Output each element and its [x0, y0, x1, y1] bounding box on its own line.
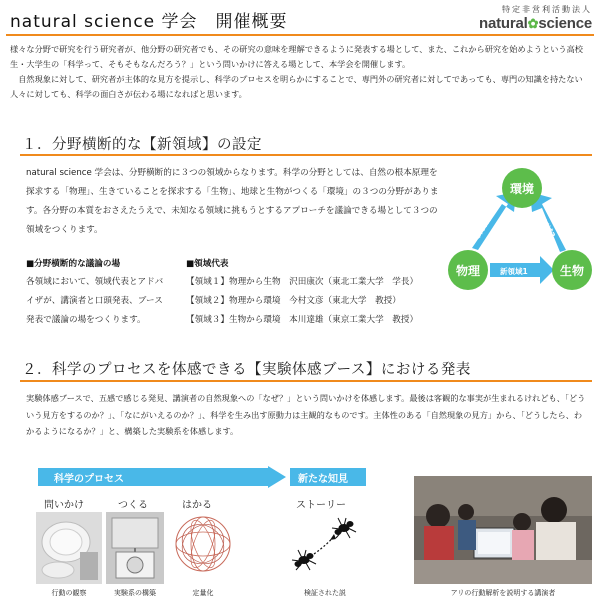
- discussion-text: 各領域において、領域代表とアドバイザが、講演者と口頭発表、ブース発表で議論の場をつくります。: [26, 277, 164, 325]
- intro-paragraph-2: 自然現象に対して、研究者が主体的な見方を提示し、科学のプロセスを明らかにすることで、専門外の研究者に対してであっても、専門の知識を持たない人々に対しても、科学の面白さが伝わる場になればと思います。: [10, 74, 583, 99]
- discussion-heading: ■分野横断的な議論の場: [26, 259, 121, 269]
- representative-row: 【領域１】物理から生物 沢田康次（東北工業大学 学長）: [186, 277, 419, 287]
- page-header: [0, 0, 600, 40]
- section2-body: 実験体感ブースで、五感で感じる発見、講演者の自然現象への「なぜ？」という問いかけを体感します。最後は客観的な事実が生まれるけれども、「どういう見方をするのか？」、「なにがいえるのか？」、科学を生み出す原動力は主観的なものです。主体性のある「自然現象の見方」から、「どうしたら、わかるようになるか？」と、構築した実験系を体感します。: [26, 393, 586, 436]
- org-subtitle: 特定非営利活動法人: [502, 5, 592, 14]
- intro-paragraph-1: 様々な分野で研究を行う研究者が、他分野の研究者でも、その研究の意味を理解できるように発表する場として、また、これから研究を始めようという高校生・大学生の「科学って、そもそもなんだろう？」という問いかけに答える場として、本学会を開催します。: [10, 44, 583, 69]
- build-photo: [106, 512, 164, 584]
- domain-diagram: [444, 168, 594, 298]
- step-story: ストーリー: [296, 500, 346, 511]
- knowledge-label: 新たな知見: [298, 474, 348, 485]
- step-build: つくる: [118, 500, 148, 511]
- org-logo-block: [479, 4, 592, 32]
- caption-lecture: アリの行動解析を説明する講演者: [450, 589, 556, 597]
- caption-story: 検証された説: [304, 589, 346, 597]
- section1-title: １．分野横断的な【新領域】の設定: [22, 137, 262, 153]
- title-overview: 開催概要: [215, 12, 288, 32]
- section2-divider: [20, 380, 592, 382]
- process-label: 科学のプロセス: [54, 474, 124, 485]
- build-illustration: [106, 512, 164, 584]
- org-logo: [479, 15, 592, 32]
- edge-label-1: 新領域1: [500, 267, 528, 276]
- leaf-icon: ✿: [527, 16, 539, 31]
- document-title: [10, 7, 288, 32]
- observation-photo: [36, 512, 102, 584]
- lecture-illustration: [414, 476, 592, 584]
- edge-label-3: 新領域3: [534, 211, 558, 240]
- header-divider: [6, 34, 594, 36]
- step-question: 問いかけ: [44, 500, 84, 511]
- caption-observation: 行動の観察: [51, 589, 87, 597]
- step-measure: はかる: [182, 500, 212, 511]
- wire-ball-illustration: [174, 512, 232, 576]
- section2-title: ２．科学のプロセスを体感できる【実験体感ブース】における発表: [22, 362, 471, 378]
- logo-natural: natural: [479, 15, 528, 32]
- representative-row: 【領域２】物理から環境 今村文彦（東北大学 教授）: [186, 296, 401, 306]
- ants-illustration: [288, 514, 362, 580]
- lecture-photo: [414, 476, 592, 584]
- title-society: natural science 学会: [10, 12, 198, 32]
- discussion-block: [26, 256, 166, 330]
- section1-divider: [20, 154, 592, 156]
- node-biology: 生物: [552, 250, 592, 290]
- observation-illustration: [36, 512, 102, 584]
- logo-science: science: [538, 15, 592, 32]
- edge-label-2: 新領域2: [472, 211, 496, 240]
- representatives-heading: ■領域代表: [186, 259, 229, 269]
- ants-icon: [288, 514, 362, 580]
- caption-measure: 定量化: [192, 589, 214, 597]
- caption-build: 実験系の構築: [114, 589, 156, 597]
- node-physics: 物理: [448, 250, 488, 290]
- section1-body: natural science 学会は、分野横断的に３つの領域からなります。科学の分野としては、自然の根本原理を探求する「物理」、生きていることを探求する「生物」、地球と生物がつくる「環境」の３つの分野があります。各分野の本質をおさえたうえで、未知なる領域に挑もうとするアプローチを議論できる場として３つの領域をつくります。: [26, 168, 439, 235]
- node-environment: 環境: [502, 168, 542, 208]
- representatives-block: [186, 256, 456, 330]
- intro-text: [10, 42, 592, 102]
- representative-row: 【領域３】生物から環境 本川達雄（東京工業大学 教授）: [186, 315, 419, 325]
- measure-photo: [174, 512, 232, 576]
